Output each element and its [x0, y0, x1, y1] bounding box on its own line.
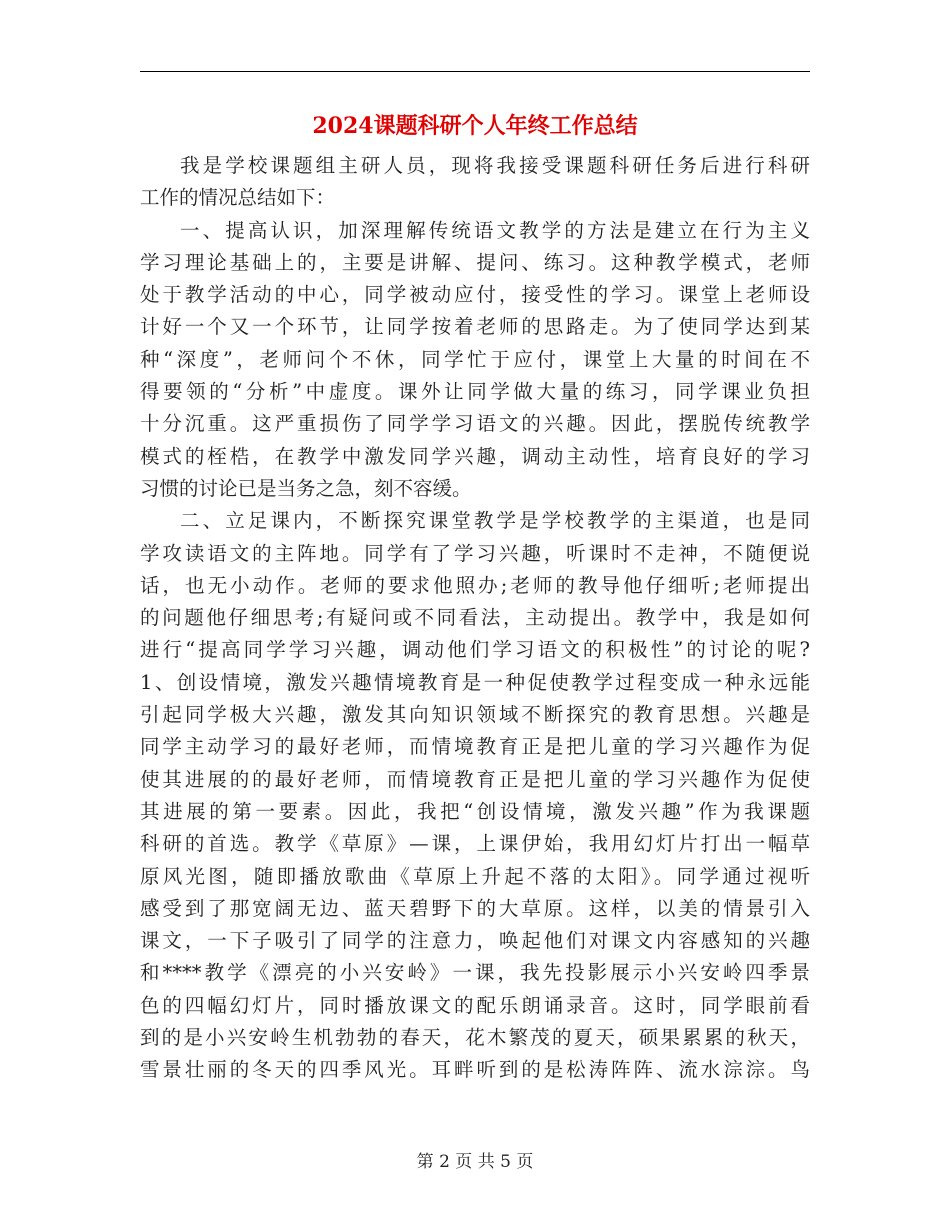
- footer-middle: 页 共: [455, 1152, 495, 1172]
- paragraph-line: 感受到了那宽阔无边、蓝天碧野下的大草原。这样，以美的情景引入: [140, 896, 810, 920]
- paragraph-line: 雪景壮丽的冬天的四季风光。耳畔听到的是松涛阵阵、流水淙淙。鸟: [140, 1058, 810, 1082]
- paragraph-line: 1、创设情境，激发兴趣情境教育是一种促使教学过程变成一种永远能: [140, 670, 810, 694]
- paragraph-line: 二、立足课内，不断探究课堂教学是学校教学的主渠道，也是同: [180, 509, 810, 533]
- paragraph-line: 引起同学极大兴趣，激发其向知识领域不断探究的教育思想。兴趣是: [140, 703, 810, 727]
- paragraph-line: 模式的桎梏，在教学中激发同学兴趣，调动主动性，培育良好的学习: [140, 444, 810, 468]
- paragraph-line: 和****教学《漂亮的小兴安岭》一课，我先投影展示小兴安岭四季景: [140, 961, 810, 985]
- paragraph-line: 使其进展的的最好老师，而情境教育正是把儿童的学习兴趣作为促使: [140, 767, 810, 791]
- paragraph-line: 科研的首选。教学《草原》—课，上课伊始，我用幻灯片打出一幅草: [140, 832, 810, 856]
- paragraph-line: 课文，一下子吸引了同学的注意力，唤起他们对课文内容感知的兴趣: [140, 929, 810, 953]
- paragraph-line: 的问题他仔细思考;有疑问或不同看法，主动提出。教学中，我是如何: [140, 606, 810, 630]
- paragraph-line: 种“深度”，老师问个不休，同学忙于应付，课堂上大量的时间在不: [140, 347, 810, 371]
- paragraph-line: 十分沉重。这严重损伤了同学学习语文的兴趣。因此，摆脱传统教学: [140, 412, 810, 436]
- footer-total-pages: 5: [500, 1152, 511, 1172]
- document-title: 2024课题科研个人年终工作总结: [312, 113, 638, 139]
- paragraph-line: 学习理论基础上的，主要是讲解、提问、练习。这种教学模式，老师: [140, 250, 810, 274]
- paragraph-line: 我是学校课题组主研人员，现将我接受课题科研任务后进行科研: [180, 154, 810, 177]
- document-body: [140, 150, 810, 1087]
- header-rule: [140, 71, 810, 72]
- paragraph-line: 一、提高认识，加深理解传统语文教学的方法是建立在行为主义: [180, 218, 810, 242]
- paragraph-line: 原风光图，随即播放歌曲《草原上升起不落的太阳》。同学通过视听: [140, 864, 810, 888]
- paragraph-line: 进行“提高同学学习兴趣，调动他们学习语文的积极性”的讨论的呢?: [140, 638, 810, 662]
- footer-prefix: 第: [416, 1152, 434, 1172]
- paragraph-line: 同学主动学习的最好老师，而情境教育正是把儿童的学习兴趣作为促: [140, 735, 810, 759]
- paragraph-line: 话，也无小动作。老师的要求他照办;老师的教导他仔细听;老师提出: [140, 573, 810, 597]
- page-footer: [0, 1150, 950, 1174]
- paragraph-line: 工作的情况总结如下：: [140, 186, 336, 210]
- paragraph-line: 色的四幅幻灯片，同时播放课文的配乐朗诵录音。这时，同学眼前看: [140, 993, 810, 1017]
- footer-suffix: 页: [516, 1152, 534, 1172]
- paragraph-line: 到的是小兴安岭生机勃勃的春天，花木繁茂的夏天，硕果累累的秋天，: [140, 1026, 810, 1050]
- footer-page-number: 2: [439, 1152, 450, 1172]
- paragraph-line: 处于教学活动的中心，同学被动应付，接受性的学习。课堂上老师设: [140, 283, 810, 307]
- paragraph-line: 其进展的第一要素。因此，我把“创设情境，激发兴趣”作为我课题: [140, 799, 810, 823]
- paragraph-line: 学攻读语文的主阵地。同学有了学习兴趣，听课时不走神，不随便说: [140, 541, 810, 565]
- paragraph-line: 习惯的讨论已是当务之急，刻不容缓。: [140, 476, 472, 500]
- paragraph-line: 得要领的“分析”中虚度。课外让同学做大量的练习，同学课业负担: [140, 380, 810, 404]
- paragraph-line: 计好一个又一个环节，让同学按着老师的思路走。为了使同学达到某: [140, 315, 810, 339]
